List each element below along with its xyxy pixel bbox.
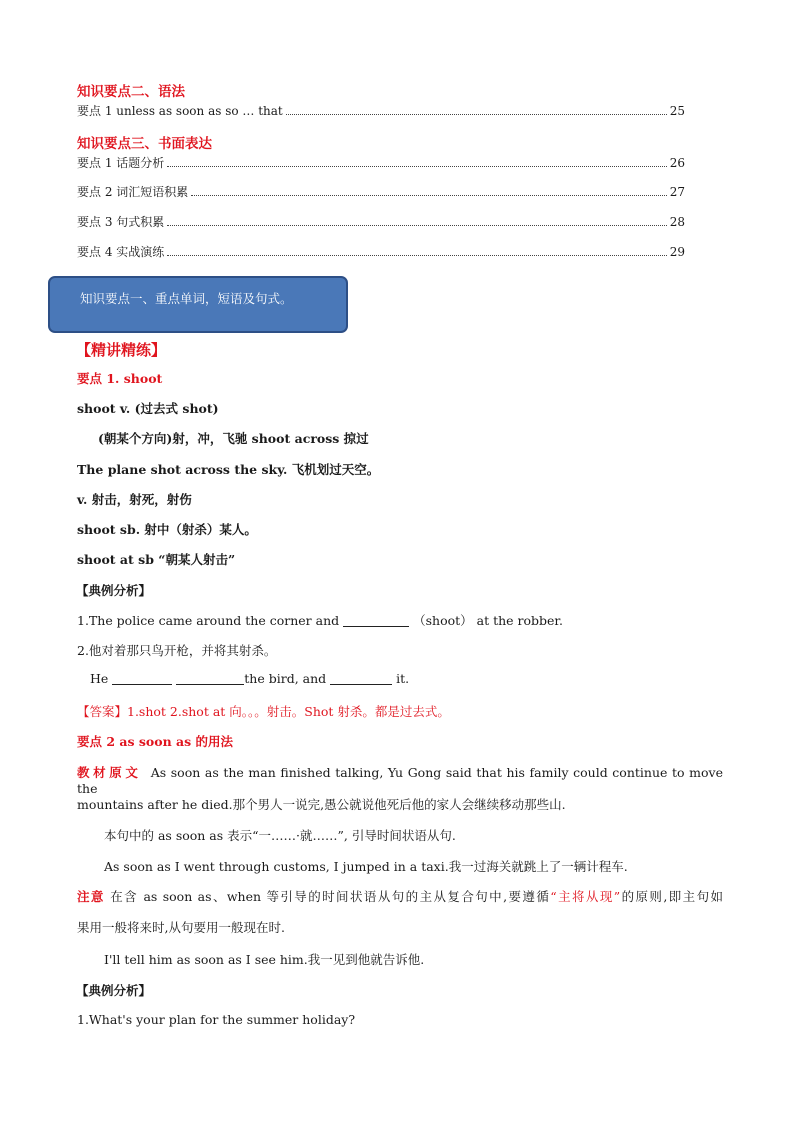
toc-entry-page: 26 [669, 156, 685, 170]
point2-title: 要点 2 as soon as 的用法 [77, 734, 234, 749]
source-sentence: As soon as the man finished talking, Yu Gong said that his family could continue to move the [77, 765, 723, 796]
toc-leader-dots [167, 165, 666, 167]
note-text: 的原则,即主句如 [620, 889, 723, 904]
toc-entry-page: 25 [669, 104, 685, 118]
answer-blank[interactable] [112, 672, 172, 685]
toc-leader-dots [286, 113, 667, 115]
exercise-question [77, 611, 563, 629]
answer-blank[interactable] [343, 614, 409, 627]
exercise-question [90, 671, 409, 686]
question-text: He [90, 671, 109, 686]
note [77, 887, 723, 905]
exercise-question: 1.What's your plan for the summer holiday? [77, 1012, 356, 1027]
answer-text: 【答案】1.shot 2.shot at 向。。。射击。Shot 射杀。都是过去式。 [77, 704, 450, 719]
toc-section-writing-title: 知识要点三、书面表达 [77, 136, 212, 152]
toc-entry-label: 要点 1 话题分析 [77, 156, 165, 170]
example-sentence: I'll tell him as soon as I see him.我一见到他就告诉他. [104, 952, 425, 967]
example-analysis-title: 【典例分析】 [76, 983, 152, 998]
exercise-question: 2.他对着那只鸟开枪，并将其射杀。 [77, 643, 277, 658]
toc-entry-page: 28 [669, 215, 685, 229]
toc-section-grammar-title: 知识要点二、语法 [77, 84, 185, 100]
point1-definition: (朝某个方向)射，冲，飞驰 shoot across 掠过 [98, 431, 369, 446]
note-label: 注意 [77, 889, 105, 904]
toc-leader-dots [191, 194, 666, 196]
example-analysis-title: 【典例分析】 [76, 583, 152, 598]
section-banner-text: 知识要点一、重点单词，短语及句式。 [80, 291, 293, 306]
toc-leader-dots [167, 224, 666, 226]
explanation: 本句中的 as soon as 表示“一……·就……”, 引导时间状语从句. [104, 828, 456, 843]
point1-title: 要点 1. shoot [77, 371, 163, 386]
toc-entry-label: 要点 4 实战演练 [77, 245, 165, 259]
toc-entry[interactable] [77, 213, 685, 230]
toc-entry-page: 29 [669, 245, 685, 259]
toc-entry-label: 要点 1 unless as soon as so … that [77, 104, 283, 118]
note-highlight: “主将从现” [550, 889, 621, 904]
question-hint: （shoot） at the robber. [413, 613, 563, 628]
toc-entry-page: 27 [669, 185, 685, 199]
toc-entry[interactable] [77, 154, 685, 171]
question-text: the bird, and [244, 671, 327, 686]
source-label: 教材原文 [77, 765, 142, 780]
toc-entry[interactable] [77, 183, 685, 200]
answer-blank[interactable] [330, 672, 392, 685]
toc-leader-dots [167, 254, 666, 256]
toc-entry[interactable] [77, 243, 685, 260]
source-text-cont: mountains after he died.那个男人一说完,愚公就说他死后他的家人会继续移动那些山. [77, 797, 566, 812]
question-text: it. [396, 671, 410, 686]
point1-definition: shoot sb. 射中（射杀）某人。 [77, 522, 257, 537]
toc-entry-label: 要点 2 词汇短语积累 [77, 185, 189, 199]
toc-entry-label: 要点 3 句式积累 [77, 215, 165, 229]
note-cont: 果用一般将来时,从句要用一般现在时. [77, 920, 285, 935]
point1-example: The plane shot across the sky. 飞机划过天空。 [77, 462, 380, 477]
lecture-title: 【精讲精练】 [76, 341, 167, 359]
note-text: 在含 as soon as、when 等引导的时间状语从句的主从复合句中,要遵循 [110, 889, 551, 904]
source-text [77, 763, 723, 796]
answer-blank[interactable] [176, 672, 244, 685]
point1-definition: shoot v. (过去式 shot) [77, 401, 219, 416]
question-text: 1.The police came around the corner and [77, 613, 340, 628]
point1-definition: v. 射击，射死，射伤 [77, 492, 192, 507]
point1-definition: shoot at sb “朝某人射击” [77, 552, 236, 567]
section-banner [48, 276, 348, 333]
toc-entry[interactable] [77, 102, 685, 119]
example-sentence: As soon as I went through customs, I jumped in a taxi.我一过海关就跳上了一辆计程车. [104, 859, 628, 874]
